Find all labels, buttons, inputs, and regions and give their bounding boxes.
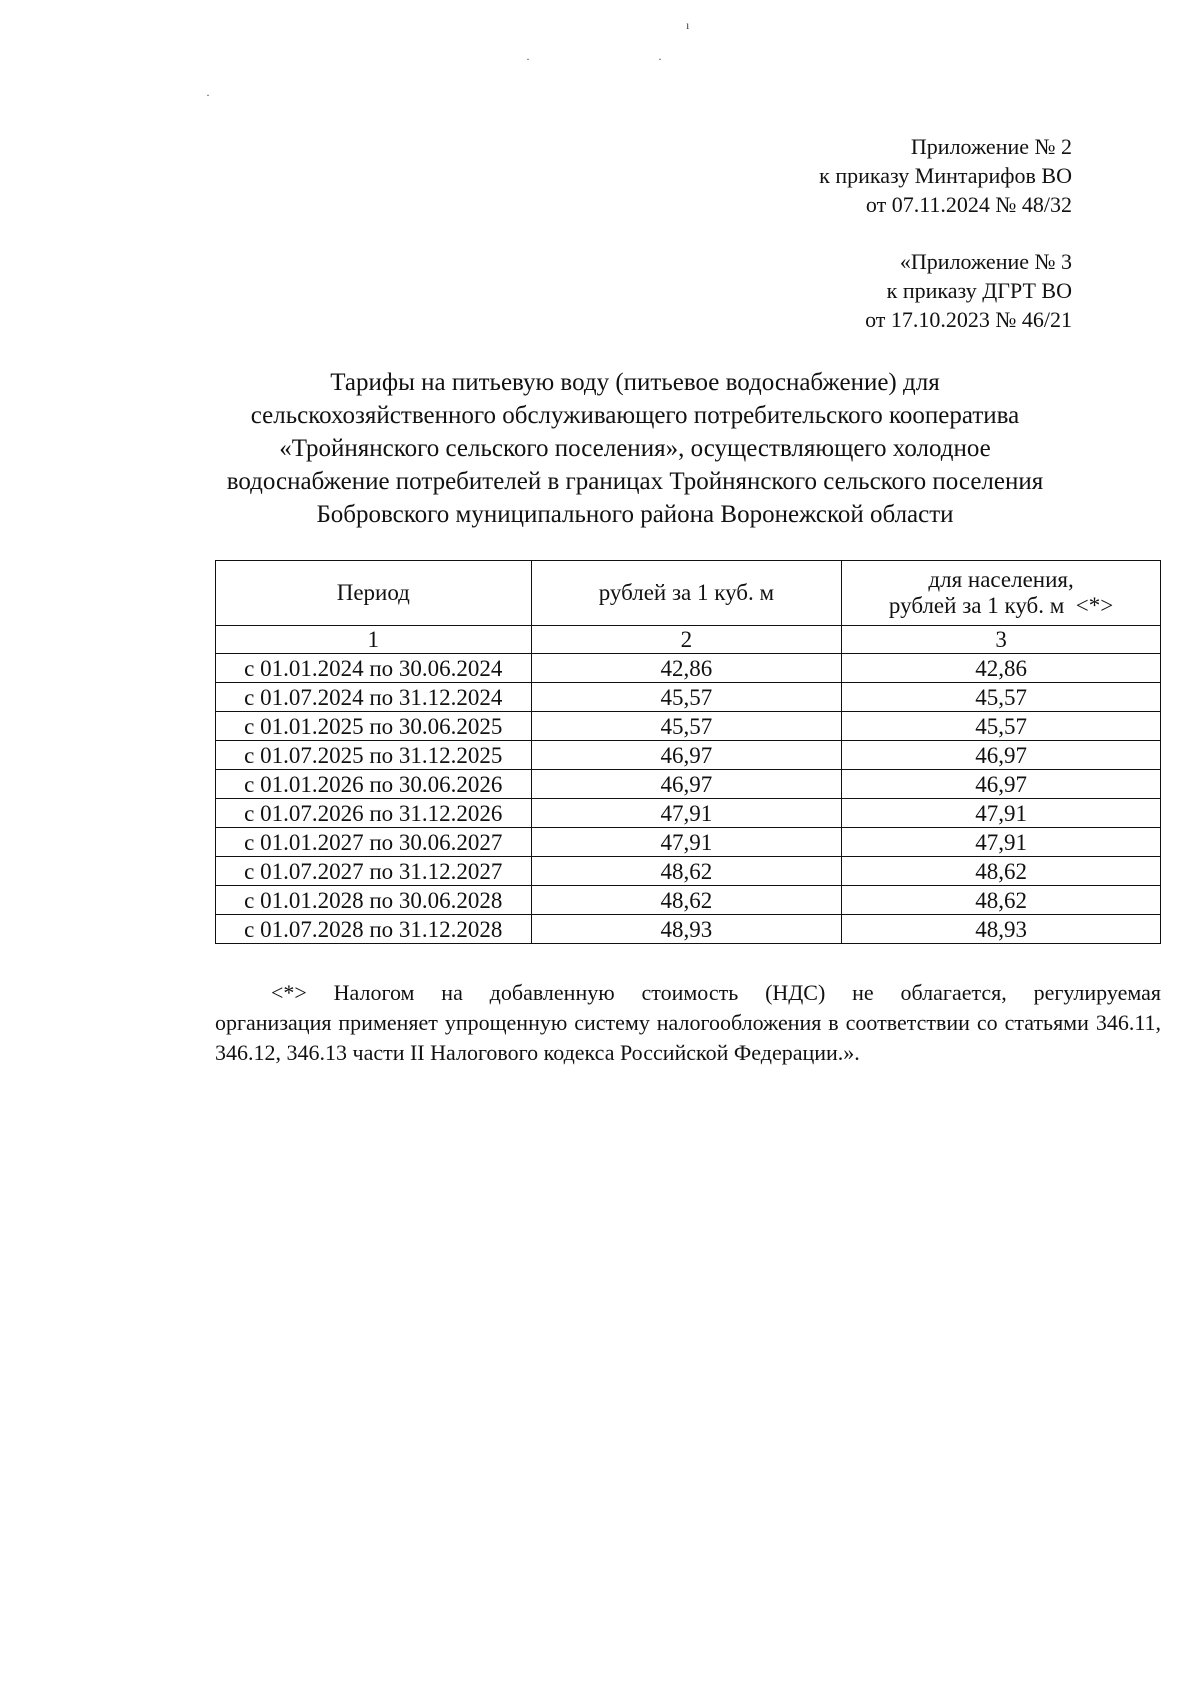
appendix-3-line: «Приложение № 3 bbox=[899, 249, 1072, 274]
population-rate-cell: 46,97 bbox=[842, 770, 1161, 799]
period-cell: с 01.07.2028 по 31.12.2028 bbox=[216, 915, 532, 944]
appendix-2-header bbox=[819, 132, 1072, 219]
period-cell: с 01.07.2025 по 31.12.2025 bbox=[216, 741, 532, 770]
table-row bbox=[216, 915, 1161, 944]
column-number-row bbox=[216, 626, 1161, 654]
population-rate-cell: 48,62 bbox=[842, 857, 1161, 886]
table-row bbox=[216, 799, 1161, 828]
appendix-2-line: от 07.11.2024 № 48/32 bbox=[865, 192, 1072, 217]
table-row bbox=[216, 741, 1161, 770]
column-number: 1 bbox=[216, 626, 532, 654]
rate-cell: 45,57 bbox=[531, 712, 842, 741]
period-cell: с 01.07.2027 по 31.12.2027 bbox=[216, 857, 532, 886]
rate-cell: 46,97 bbox=[531, 770, 842, 799]
title-line: водоснабжение потребителей в границах Тройнянского сельского поселения bbox=[226, 468, 1044, 495]
population-rate-cell: 45,57 bbox=[842, 683, 1161, 712]
population-rate-cell: 48,62 bbox=[842, 886, 1161, 915]
appendix-2-line: к приказу Минтарифов ВО bbox=[819, 163, 1072, 188]
appendix-2-line: Приложение № 2 bbox=[910, 134, 1072, 159]
scan-speck: · bbox=[526, 52, 530, 66]
rate-cell: 47,91 bbox=[531, 828, 842, 857]
appendix-3-header bbox=[865, 247, 1072, 334]
column-header-line: для населения, bbox=[928, 567, 1074, 592]
population-rate-cell: 42,86 bbox=[842, 654, 1161, 683]
rate-cell: 47,91 bbox=[531, 799, 842, 828]
period-cell: с 01.01.2028 по 30.06.2028 bbox=[216, 886, 532, 915]
column-number: 3 bbox=[842, 626, 1161, 654]
scan-speck: · bbox=[206, 88, 210, 102]
appendix-3-line: к приказу ДГРТ ВО bbox=[886, 278, 1072, 303]
population-rate-cell: 46,97 bbox=[842, 741, 1161, 770]
population-rate-cell: 47,91 bbox=[842, 799, 1161, 828]
scan-speck: · bbox=[658, 52, 662, 66]
tariff-table bbox=[215, 560, 1161, 944]
footnote bbox=[215, 978, 1161, 1068]
title-line: сельскохозяйственного обслуживающего потребительского кооператива bbox=[250, 402, 1020, 429]
table-row bbox=[216, 712, 1161, 741]
table-header-row bbox=[216, 561, 1161, 626]
title-line: Тарифы на питьевую воду (питьевое водоснабжение) для bbox=[330, 369, 940, 396]
period-cell: с 01.07.2026 по 31.12.2026 bbox=[216, 799, 532, 828]
title-line: «Тройнянского сельского поселения», осуществляющего холодное bbox=[279, 435, 991, 462]
footnote-text: организация применяет упрощенную систему налогообложения в соответствии со статьями 346.11, 346.12, 346.13 части II Налогового кодекса Российской Федерации.». bbox=[215, 1010, 1161, 1065]
population-rate-cell: 48,93 bbox=[842, 915, 1161, 944]
table-row bbox=[216, 770, 1161, 799]
scan-speck: ı bbox=[686, 18, 690, 32]
column-header-period: Период bbox=[216, 561, 532, 626]
appendix-3-line: от 17.10.2023 № 46/21 bbox=[865, 307, 1072, 332]
footnote-first-line: <*> Налогом на добавленную стоимость (НДС) не облагается, регулируемая bbox=[271, 980, 1161, 1005]
table-row bbox=[216, 654, 1161, 683]
rate-cell: 46,97 bbox=[531, 741, 842, 770]
period-cell: с 01.01.2026 по 30.06.2026 bbox=[216, 770, 532, 799]
rate-cell: 42,86 bbox=[531, 654, 842, 683]
table-row bbox=[216, 683, 1161, 712]
column-header-line: рублей за 1 куб. м <*> bbox=[888, 593, 1114, 618]
column-header-rate: рублей за 1 куб. м bbox=[531, 561, 842, 626]
table-body bbox=[216, 654, 1161, 944]
rate-cell: 48,93 bbox=[531, 915, 842, 944]
column-header-population-rate bbox=[842, 561, 1161, 626]
period-cell: с 01.07.2024 по 31.12.2024 bbox=[216, 683, 532, 712]
document-title bbox=[150, 366, 1120, 531]
table-row bbox=[216, 886, 1161, 915]
column-number: 2 bbox=[531, 626, 842, 654]
period-cell: с 01.01.2027 по 30.06.2027 bbox=[216, 828, 532, 857]
title-line: Бобровского муниципального района Воронежской области bbox=[316, 501, 954, 528]
period-cell: с 01.01.2024 по 30.06.2024 bbox=[216, 654, 532, 683]
rate-cell: 48,62 bbox=[531, 857, 842, 886]
population-rate-cell: 47,91 bbox=[842, 828, 1161, 857]
table-row bbox=[216, 828, 1161, 857]
rate-cell: 45,57 bbox=[531, 683, 842, 712]
period-cell: с 01.01.2025 по 30.06.2025 bbox=[216, 712, 532, 741]
rate-cell: 48,62 bbox=[531, 886, 842, 915]
table-row bbox=[216, 857, 1161, 886]
population-rate-cell: 45,57 bbox=[842, 712, 1161, 741]
